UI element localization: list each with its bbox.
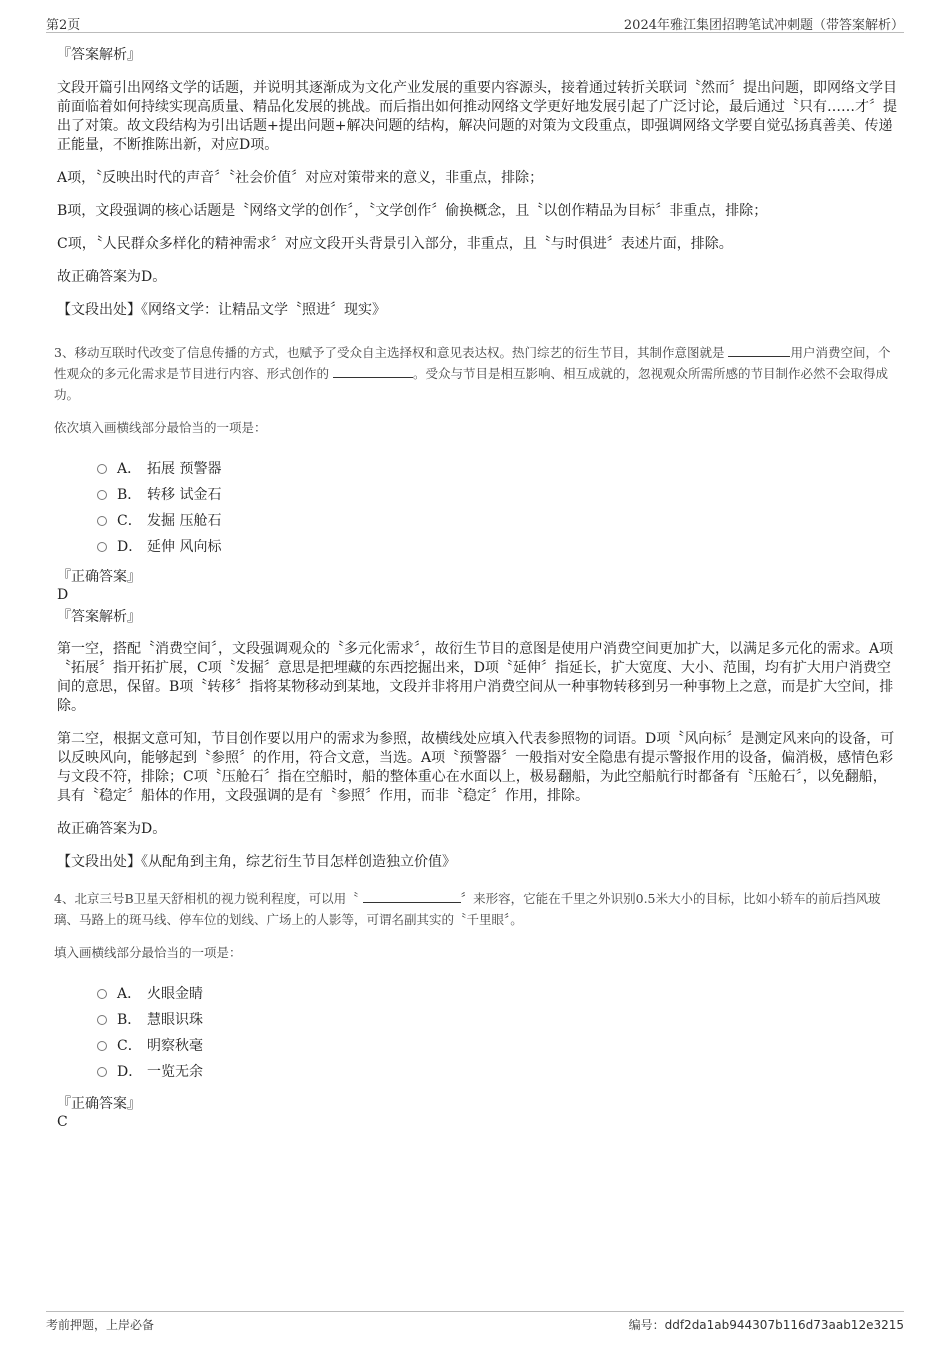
option-text: 发掘 压舱石 [147, 513, 222, 529]
option-c[interactable] [97, 1033, 897, 1059]
page-footer [46, 1311, 904, 1336]
option-text: 明察秋毫 [147, 1038, 203, 1054]
fill-blank [333, 364, 413, 378]
analysis-paragraph: C项，〝人民群众多样化的精神需求〞对应文段开头背景引入部分，非重点，且〝与时俱进〞表述片面，排除。 [57, 236, 733, 252]
question-stem-part: 4、北京三号B卫星天舒相机的视力锐利程度，可以用〝 [54, 891, 359, 906]
option-a[interactable] [97, 981, 897, 1007]
option-key: A． [117, 986, 142, 1002]
question-prompt: 依次填入画横线部分最恰当的一项是： [54, 420, 267, 435]
option-text: 转移 试金石 [147, 487, 222, 503]
analysis-paragraph: 第二空，根据文意可知，节目创作要以用户的需求为参照，故横线处应填入代表参照物的词语。D项〝风向标〞是测定风来向的设备，可以反映风向，能够起到〝参照〞的作用，符合文意，当选。A项〝预警器〞一般指对安全隐患有提示警报作用的设备，偏消极，感情色彩与文段不符，排除；C项〝压舱石〞指在空船时，船的整体重心在水面以上，极易翻船，为此空船航行时都备有〝压舱石〞，以免翻船，具有〝稳定〞船体的作用，文段强调的是有〝参照〞作用，而非〝稳定〞作用，排除。 [57, 731, 895, 804]
option-key: B． [117, 487, 142, 503]
question-stem [54, 888, 897, 930]
page-header [46, 10, 904, 33]
option-key: A． [117, 461, 142, 477]
radio-icon[interactable] [97, 516, 107, 526]
conclusion: 故正确答案为D。 [57, 821, 167, 837]
conclusion: 故正确答案为D。 [57, 269, 167, 285]
option-key: C． [117, 1038, 142, 1054]
option-a[interactable] [97, 456, 897, 482]
option-b[interactable] [97, 1007, 897, 1033]
option-key: D． [117, 1064, 143, 1080]
radio-icon[interactable] [97, 542, 107, 552]
source-citation: 【文段出处】《网络文学：让精品文学〝照进〞现实》 [57, 302, 386, 318]
question-stem-part: 〞来形容，它能在千里之外识别0.5米大小的目标，比如小轿车的前后挡风玻璃、马路上的斑马线、停车位的划线、广场上的人影等，可谓名副其实的〝千里眼〞。 [54, 891, 881, 927]
analysis-paragraph: A项，〝反映出时代的声音〞〝社会价值〞对应对策带来的意义，非重点，排除； [57, 170, 544, 186]
code-value: ddf2da1ab944307b116d73aab12e3215 [664, 1318, 904, 1332]
option-text: 火眼金睛 [147, 986, 203, 1002]
radio-icon[interactable] [97, 490, 107, 500]
footer-slogan: 考前押题，上岸必备 [46, 1318, 155, 1332]
question-stem-part: 。受众与节目是相互影响、相互成就的，忽视观众所需所感的节目制作必然不会取得成功。 [54, 366, 889, 402]
option-d[interactable] [97, 534, 897, 560]
radio-icon[interactable] [97, 1041, 107, 1051]
question-stem-part: 用户消费空间，个性观众的多元化需求是节目进行内容、形式创作的 [54, 345, 891, 381]
document-body [54, 46, 897, 1131]
answer-value: C [57, 1114, 68, 1130]
fill-blank [363, 889, 461, 903]
answer-tag: 『正确答案』 [57, 1096, 141, 1112]
option-text: 延伸 风向标 [147, 539, 222, 555]
option-d[interactable] [97, 1059, 897, 1085]
analysis-paragraph: 文段开篇引出网络文学的话题，并说明其逐渐成为文化产业发展的重要内容源头，接着通过转折关联词〝然而〞提出问题，即网络文学目前面临着如何持续实现高质量、精品化发展的挑战。而后指出如何推动网络文学更好地发展引起了广泛讨论，最后通过〝只有……才〞提出了对策。故文段结构为引出话题+提出问题+解决问题的结构，解决问题的对策为文段重点，即强调网络文学要自觉弘扬真善美、传递正能量，不断推陈出新，对应D项。 [57, 80, 897, 153]
radio-icon[interactable] [97, 464, 107, 474]
source-citation: 【文段出处】《从配角到主角，综艺衍生节目怎样创造独立价值》 [57, 854, 456, 870]
option-text: 一览无余 [147, 1064, 203, 1080]
fill-blank [728, 343, 790, 357]
option-list [97, 456, 897, 560]
analysis-tag: 『答案解析』 [57, 47, 141, 63]
page-number: 第2页 [46, 18, 81, 33]
option-text: 慧眼识珠 [147, 1012, 203, 1028]
analysis-paragraph: B项，文段强调的核心话题是〝网络文学的创作〞，〝文学创作〞偷换概念，且〝以创作精品为目标〞非重点，排除； [57, 203, 768, 219]
option-key: C． [117, 513, 142, 529]
analysis-paragraph: 第一空，搭配〝消费空间〞，文段强调观众的〝多元化需求〞，故衍生节目的意图是使用户消费空间更加扩大，以满足多元化的需求。A项〝拓展〞指开拓扩展，C项〝发掘〞意思是把埋藏的东西挖掘出来，D项〝延伸〞指延长，扩大宽度、大小、范围，均有扩大用户消费空间的意思，保留。B项〝转移〞指将某物移动到某地，文段并非将用户消费空间从一种事物转移到另一种事物上之意，而是扩大空间，排除。 [57, 641, 894, 714]
radio-icon[interactable] [97, 1015, 107, 1025]
radio-icon[interactable] [97, 989, 107, 999]
answer-value: D [57, 587, 69, 603]
option-text: 拓展 预警器 [147, 461, 222, 477]
question-stem-part: 3、移动互联时代改变了信息传播的方式，也赋予了受众自主选择权和意见表达权。热门综艺的衍生节目，其制作意图就是 [54, 345, 725, 360]
document-code [629, 1316, 904, 1333]
radio-icon[interactable] [97, 1067, 107, 1077]
question-stem [54, 342, 897, 405]
code-label: 编号： [628, 1318, 665, 1332]
analysis-tag: 『答案解析』 [57, 609, 141, 625]
option-b[interactable] [97, 482, 897, 508]
question-prompt: 填入画横线部分最恰当的一项是： [54, 945, 242, 960]
option-key: B． [117, 1012, 142, 1028]
document-title: 2024年雅江集团招聘笔试冲刺题（带答案解析） [623, 18, 904, 33]
option-key: D． [117, 539, 143, 555]
option-list [97, 981, 897, 1085]
answer-tag: 『正确答案』 [57, 569, 141, 585]
option-c[interactable] [97, 508, 897, 534]
